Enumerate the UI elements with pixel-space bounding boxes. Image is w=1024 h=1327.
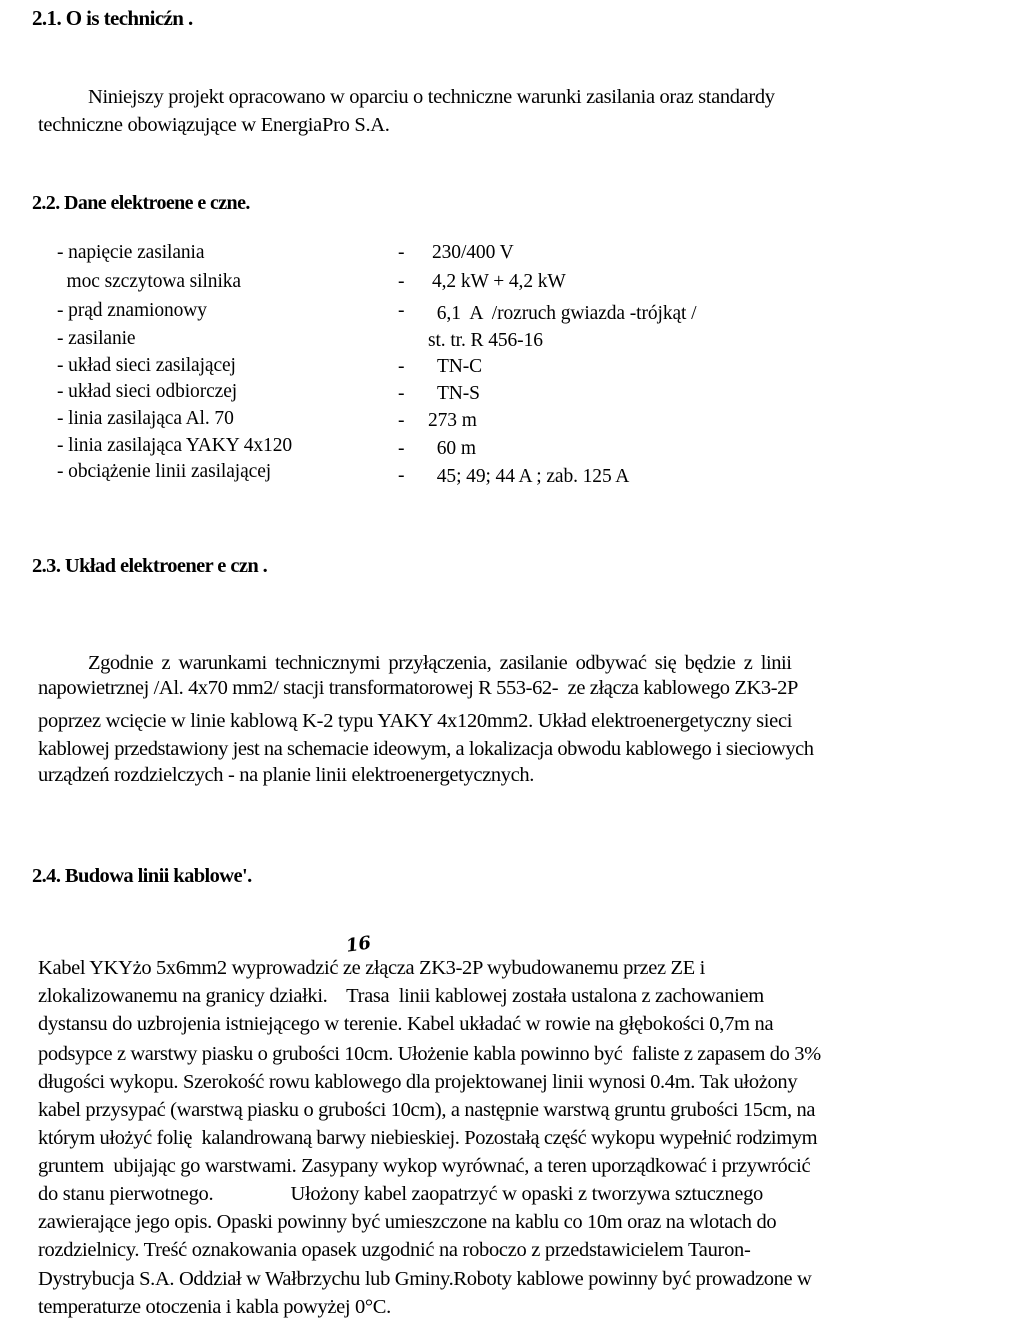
- spec-label: - linia zasilająca Al. 70: [57, 408, 234, 429]
- spec-value: TN-C: [437, 356, 483, 377]
- spec-label: - układ sieci odbiorczej: [57, 381, 238, 402]
- section-2-4-line-4: podsypce z warstwy piasku o grubości 10cm. Ułożenie kabla powinno być faliste z zapasem do 3%: [38, 1043, 821, 1065]
- spec-dash: -: [398, 383, 405, 404]
- section-2-4-line-12: Dystrybucja S.A. Oddział w Wałbrzychu lub Gminy.Roboty kablowe powinny być prowadzone w: [38, 1268, 812, 1290]
- spec-dash: -: [398, 356, 405, 377]
- section-2-4-line-13: temperaturze otoczenia i kabla powyżej 0°C.: [38, 1296, 391, 1318]
- spec-label: - układ sieci zasilającej: [57, 355, 236, 376]
- section-2-1-line-2: techniczne obowiązujące w EnergiaPro S.A.: [38, 114, 390, 136]
- spec-label: - prąd znamionowy: [57, 300, 207, 321]
- section-2-4-line-8: gruntem ubijając go warstwami. Zasypany wykop wyrównać, a teren uporządkować i przywrócić: [38, 1155, 811, 1177]
- section-2-4-line-1: Kabel YKYżo 5x6mm2 wyprowadzić ze złącza ZK3-2P wybudowanemu przez ZE i: [38, 957, 705, 979]
- spec-dash: -: [398, 242, 405, 263]
- spec-dash: -: [398, 438, 405, 459]
- section-2-4-line-5: długości wykopu. Szerokość rowu kablowego dla projektowanej linii wynosi 0.4m. Tak ułożony: [38, 1071, 798, 1093]
- spec-value: st. tr. R 456-16: [428, 330, 543, 351]
- spec-value: 60 m: [432, 438, 476, 459]
- spec-value: 4,2 kW + 4,2 kW: [432, 271, 566, 292]
- spec-label: - obciążenie linii zasilającej: [57, 461, 272, 482]
- section-2-4-line-3: dystansu do uzbrojenia istniejącego w terenie. Kabel układać w rowie na głębokości 0,7m na: [38, 1013, 774, 1035]
- section-2-4-line-2: zlokalizowanemu na granicy działki. Trasa linii kablowej została ustalona z zachowaniem: [38, 985, 764, 1007]
- spec-dash: -: [398, 410, 405, 431]
- section-2-4-line-6: kabel przysypać (warstwą piasku o grubości 10cm), a następnie warstwą gruntu grubości 15cm, na: [38, 1099, 816, 1121]
- spec-value: 6,1 A /rozruch gwiazda -trójkąt /: [432, 303, 697, 324]
- spec-label: - zasilanie: [57, 328, 136, 349]
- spec-value: 45; 49; 44 A ; zab. 125 A: [432, 466, 630, 487]
- handwritten-note: 16: [344, 932, 373, 957]
- section-2-3-line-3: poprzez wcięcie w linie kablową K-2 typu YAKY 4x120mm2. Układ elektroenergetyczny sieci: [38, 710, 793, 732]
- spec-dash: -: [398, 271, 405, 292]
- section-2-4-line-9: do stanu pierwotnego. Ułożony kabel zaopatrzyć w opaski z tworzywa sztucznego: [38, 1183, 763, 1205]
- spec-label: - linia zasilająca YAKY 4x120: [57, 435, 292, 456]
- section-2-4-line-11: rozdzielnicy. Treść oznakowania opasek uzgodnić na roboczo z przedstawicielem Tauron-: [38, 1239, 751, 1261]
- spec-label: - napięcie zasilania: [57, 242, 205, 263]
- section-heading-2-2: 2.2. Dane elektroene e czne.: [32, 192, 250, 214]
- section-2-3-line-2: napowietrznej /Al. 4x70 mm2/ stacji transformatorowej R 553-62- ze złącza kablowego ZK3-2P: [38, 677, 799, 699]
- spec-value: 273 m: [428, 410, 477, 431]
- spec-dash: -: [398, 465, 405, 486]
- section-heading-2-1: 2.1. O is technicźn .: [32, 6, 193, 30]
- spec-label: moc szczytowa silnika: [57, 271, 241, 292]
- section-2-1-line-1: Niniejszy projekt opracowano w oparciu o techniczne warunki zasilania oraz standardy: [88, 86, 775, 108]
- section-2-4-line-10: zawierające jego opis. Opaski powinny być umieszczone na kablu co 10m oraz na wlotach do: [38, 1211, 777, 1233]
- section-2-3-line-5: urządzeń rozdzielczych - na planie linii elektroenergetycznych.: [38, 764, 535, 786]
- spec-dash: -: [398, 300, 405, 321]
- spec-value: 230/400 V: [432, 242, 514, 263]
- section-heading-2-3: 2.3. Układ elektroener e czn .: [32, 555, 268, 577]
- section-heading-2-4: 2.4. Budowa linii kablowe'.: [32, 865, 252, 887]
- section-2-4-line-7: którym ułożyć folię kalandrowaną barwy niebieskiej. Pozostałą część wykopu wypełnić rodzimym: [38, 1127, 818, 1149]
- spec-value: TN-S: [437, 383, 480, 404]
- section-2-3-line-4: kablowej przedstawiony jest na schemacie ideowym, a lokalizacja obwodu kablowego i sieciowych: [38, 738, 814, 760]
- section-2-3-line-1: Zgodnie z warunkami technicznymi przyłączenia, zasilanie odbywać się będzie z linii: [88, 652, 792, 674]
